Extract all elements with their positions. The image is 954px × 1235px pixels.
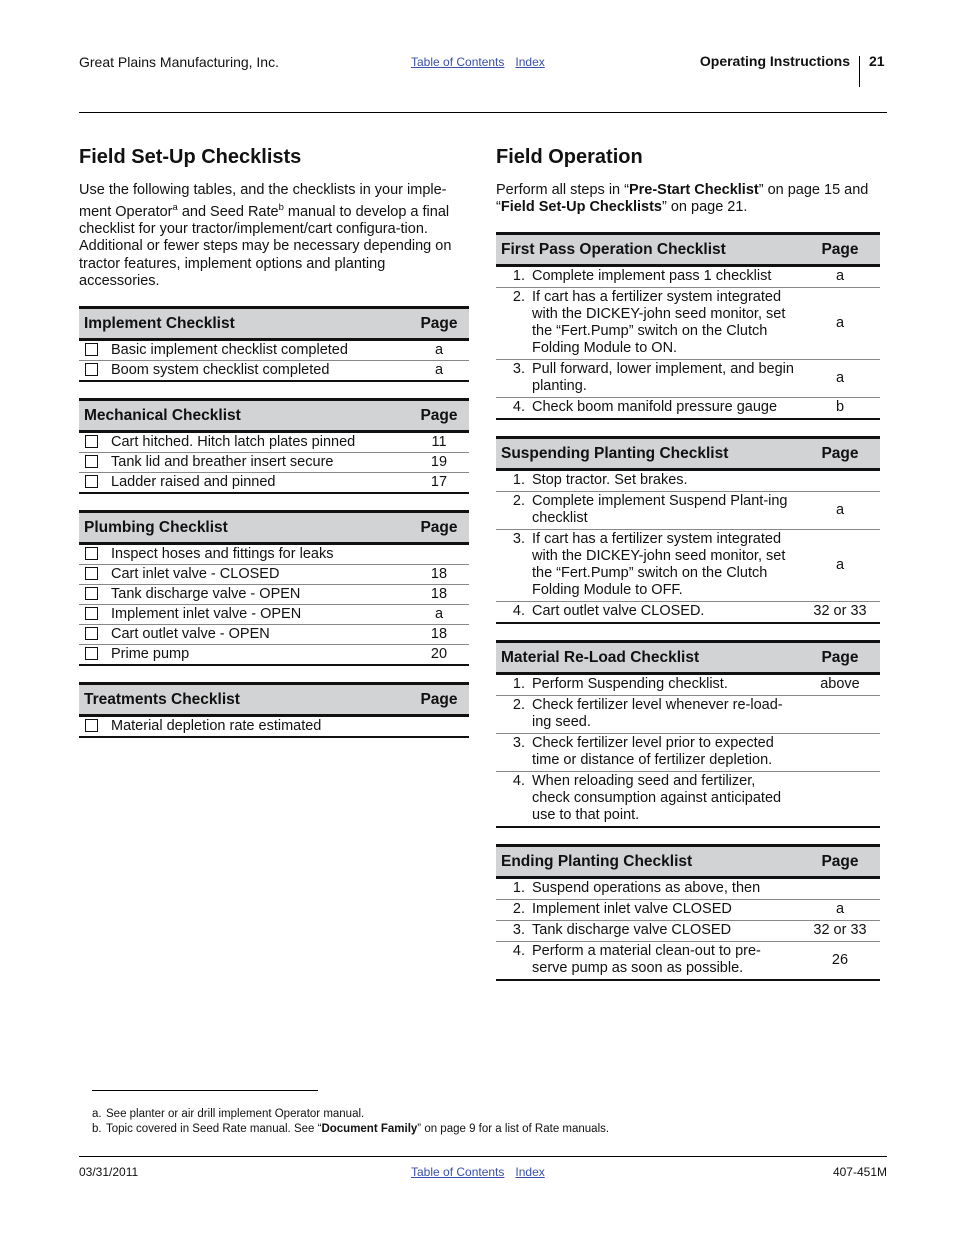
page-column-header: Page [800, 642, 880, 674]
item-page: a [800, 360, 880, 398]
item-page: 11 [409, 432, 469, 453]
item-text: When reloading seed and fertilizer, check consumption against anticipated use to that point. [528, 772, 800, 828]
page-column-header: Page [800, 846, 880, 878]
item-text: Check fertilizer level prior to expected time or distance of fertilizer depletion. [528, 734, 800, 772]
item-page: a [800, 900, 880, 921]
checkbox-cell [79, 453, 107, 473]
step-number: 2. [496, 288, 528, 360]
footnote-ref-a[interactable]: a [172, 202, 178, 214]
item-page: 19 [409, 453, 469, 473]
checkbox-cell [79, 716, 107, 738]
checkbox-icon[interactable] [85, 587, 98, 600]
item-text: Tank lid and breather insert secure [107, 453, 409, 473]
footnote-a-text: See planter or air drill implement Operator manual. [106, 1108, 365, 1120]
item-page: 32 or 33 [800, 921, 880, 942]
step-number: 1. [496, 674, 528, 696]
checkbox-icon[interactable] [85, 435, 98, 448]
table-title: Treatments Checklist [79, 684, 409, 716]
table-row [496, 602, 880, 624]
table-title: Material Re-Load Checklist [496, 642, 800, 674]
page-column-header: Page [800, 234, 880, 266]
checkbox-cell [79, 473, 107, 494]
table-row [79, 565, 469, 585]
checkbox-cell [79, 565, 107, 585]
item-page: 26 [800, 942, 880, 981]
item-text: Cart inlet valve - CLOSED [107, 565, 409, 585]
checkbox-cell [79, 432, 107, 453]
material-re-load-checklist-table [496, 640, 880, 828]
header-divider [859, 56, 860, 87]
checkbox-cell [79, 605, 107, 625]
item-page [800, 696, 880, 734]
table-row [79, 544, 469, 565]
checkbox-icon[interactable] [85, 647, 98, 660]
checkbox-cell [79, 544, 107, 565]
table-row [496, 288, 880, 360]
step-number: 4. [496, 942, 528, 981]
table-row [79, 473, 469, 494]
footnote-b-text-2: ” on page 9 for a list of Rate manuals. [417, 1123, 610, 1135]
item-page: 17 [409, 473, 469, 494]
item-text: Cart outlet valve - OPEN [107, 625, 409, 645]
table-row [79, 625, 469, 645]
footer-toc-link[interactable]: Table of Contents [411, 1165, 505, 1179]
item-page: a [409, 340, 469, 361]
page-column-header: Page [409, 308, 469, 340]
checkbox-cell [79, 625, 107, 645]
checkbox-icon[interactable] [85, 475, 98, 488]
step-number: 3. [496, 734, 528, 772]
item-page [800, 470, 880, 492]
table-row [496, 772, 880, 828]
footnote-b-label: b. [92, 1123, 102, 1135]
table-row [79, 340, 469, 361]
checkbox-icon[interactable] [85, 547, 98, 560]
table-row [496, 266, 880, 288]
item-text: Tank discharge valve - OPEN [107, 585, 409, 605]
table-row [496, 470, 880, 492]
table-row [79, 453, 469, 473]
table-row [79, 585, 469, 605]
page-column-header: Page [409, 400, 469, 432]
footnote-b [92, 1123, 610, 1135]
item-text: Perform Suspending checklist. [528, 674, 800, 696]
table-row [79, 605, 469, 625]
table-row [496, 734, 880, 772]
item-page: 32 or 33 [800, 602, 880, 624]
right-column [496, 146, 880, 997]
step-number: 2. [496, 900, 528, 921]
table-row [79, 645, 469, 666]
treatments-checklist-table [79, 682, 469, 738]
page-column-header: Page [409, 684, 469, 716]
table-title: Mechanical Checklist [79, 400, 409, 432]
step-number: 3. [496, 360, 528, 398]
right-tables [496, 232, 880, 981]
item-page: a [800, 530, 880, 602]
page-column-header: Page [409, 512, 469, 544]
step-number: 2. [496, 696, 528, 734]
footnote-a [92, 1108, 365, 1120]
op-intro-text-1: Perform all steps in “ [496, 182, 629, 198]
step-number: 3. [496, 530, 528, 602]
pre-start-ref: Pre-Start Checklist [628, 182, 759, 198]
intro-text-2: and Seed Rate [177, 204, 279, 221]
item-text: Tank discharge valve CLOSED [528, 921, 800, 942]
checkbox-icon[interactable] [85, 343, 98, 356]
checkbox-cell [79, 361, 107, 382]
item-text: If cart has a fertilizer system integrated with the DICKEY-john seed monitor, set the “Fert.Pump” switch on the Clutch Folding Module to ON. [528, 288, 800, 360]
table-row [496, 942, 880, 981]
item-page [409, 544, 469, 565]
item-text: Prime pump [107, 645, 409, 666]
item-page: a [800, 492, 880, 530]
checkbox-icon[interactable] [85, 719, 98, 732]
item-text: Cart outlet valve CLOSED. [528, 602, 800, 624]
item-page: 18 [409, 585, 469, 605]
table-row [496, 674, 880, 696]
first-pass-operation-checklist-table [496, 232, 880, 420]
page-column-header: Page [800, 438, 880, 470]
table-row [79, 716, 469, 738]
table-row [79, 361, 469, 382]
item-text: Stop tractor. Set brakes. [528, 470, 800, 492]
header-nav [411, 55, 556, 69]
item-page: 20 [409, 645, 469, 666]
item-page [800, 772, 880, 828]
item-page [409, 716, 469, 738]
table-row [496, 878, 880, 900]
checkbox-cell [79, 585, 107, 605]
footnote-rule [92, 1090, 318, 1091]
step-number: 3. [496, 921, 528, 942]
item-page: above [800, 674, 880, 696]
item-text: Inspect hoses and fittings for leaks [107, 544, 409, 565]
checkbox-cell [79, 645, 107, 666]
item-text: Material depletion rate estimated [107, 716, 409, 738]
footnote-ref-b[interactable]: b [278, 202, 284, 214]
item-text: Complete implement Suspend Plant-ing checklist [528, 492, 800, 530]
left-column [79, 146, 469, 754]
item-text: If cart has a fertilizer system integrated with the DICKEY-john seed monitor, set the “Fert.Pump” switch on the Clutch Folding Module to OFF. [528, 530, 800, 602]
implement-checklist-table [79, 306, 469, 382]
table-row [496, 492, 880, 530]
item-text: Boom system checklist completed [107, 361, 409, 382]
footnote-b-text-1: Topic covered in Seed Rate manual. See “ [106, 1123, 322, 1135]
footer-rule [79, 1156, 887, 1157]
item-page: a [800, 266, 880, 288]
suspending-planting-checklist-table [496, 436, 880, 624]
table-title: Plumbing Checklist [79, 512, 409, 544]
header-rule [79, 112, 887, 113]
step-number: 4. [496, 772, 528, 828]
page-number: 21 [869, 53, 885, 69]
step-number: 1. [496, 470, 528, 492]
item-text: Implement inlet valve - OPEN [107, 605, 409, 625]
footer-date: 03/31/2011 [79, 1165, 139, 1179]
intro-text-3: manual to develop a final checklist for your tractor/implement/cart configura-tion. Additional or fewer steps may be necessary depending on tractor features, implement options and planting accessories. [79, 204, 452, 289]
field-setup-intro [79, 182, 469, 290]
checkbox-icon[interactable] [85, 567, 98, 580]
field-setup-title: Field Set-Up Checklists [79, 146, 302, 168]
footer-doc-number: 407-451M [832, 1165, 887, 1179]
header-index-link[interactable]: Index [515, 55, 545, 69]
table-title: Suspending Planting Checklist [496, 438, 800, 470]
item-text: Complete implement pass 1 checklist [528, 266, 800, 288]
header-toc-link[interactable]: Table of Contents [411, 55, 505, 69]
step-number: 2. [496, 492, 528, 530]
table-row [496, 530, 880, 602]
item-text: Implement inlet valve CLOSED [528, 900, 800, 921]
plumbing-checklist-table [79, 510, 469, 666]
item-page: a [409, 361, 469, 382]
checkbox-icon[interactable] [85, 363, 98, 376]
item-page: 18 [409, 625, 469, 645]
op-intro-text-3: ” on page 21. [662, 199, 748, 216]
table-row [496, 921, 880, 942]
checkbox-icon[interactable] [85, 627, 98, 640]
field-setup-ref: Field Set-Up Checklists [500, 199, 662, 216]
field-operation-title: Field Operation [496, 146, 643, 168]
left-tables [79, 306, 469, 738]
table-row [79, 432, 469, 453]
field-operation-intro [496, 182, 880, 216]
intro-text-1: Use the following tables, and the checklists in your imple-ment Operator [79, 182, 447, 221]
table-row [496, 360, 880, 398]
item-text: Check boom manifold pressure gauge [528, 398, 800, 420]
ending-planting-checklist-table [496, 844, 880, 981]
footer-nav [411, 1165, 556, 1179]
item-text: Suspend operations as above, then [528, 878, 800, 900]
footnote-a-label: a. [92, 1108, 102, 1120]
item-text: Ladder raised and pinned [107, 473, 409, 494]
section-title: Operating Instructions [699, 53, 850, 69]
item-page [800, 734, 880, 772]
document-family-ref: Document Family [321, 1123, 418, 1135]
company-name: Great Plains Manufacturing, Inc. [79, 54, 279, 70]
item-page: 18 [409, 565, 469, 585]
table-title: Implement Checklist [79, 308, 409, 340]
table-row [496, 900, 880, 921]
item-text: Check fertilizer level whenever re-load-ing seed. [528, 696, 800, 734]
table-title: First Pass Operation Checklist [496, 234, 800, 266]
item-text: Cart hitched. Hitch latch plates pinned [107, 432, 409, 453]
item-text: Pull forward, lower implement, and begin planting. [528, 360, 800, 398]
checkbox-icon[interactable] [85, 455, 98, 468]
item-text: Perform a material clean-out to pre-serve pump as soon as possible. [528, 942, 800, 981]
step-number: 4. [496, 602, 528, 624]
item-page: a [800, 288, 880, 360]
item-text: Basic implement checklist completed [107, 340, 409, 361]
op-intro-text-2: ” on page 15 and “ [496, 182, 869, 216]
checkbox-icon[interactable] [85, 607, 98, 620]
item-page: b [800, 398, 880, 420]
step-number: 1. [496, 266, 528, 288]
item-page: a [409, 605, 469, 625]
footer-index-link[interactable]: Index [515, 1165, 545, 1179]
item-page [800, 878, 880, 900]
table-title: Ending Planting Checklist [496, 846, 800, 878]
checkbox-cell [79, 340, 107, 361]
table-row [496, 696, 880, 734]
table-row [496, 398, 880, 420]
step-number: 4. [496, 398, 528, 420]
step-number: 1. [496, 878, 528, 900]
mechanical-checklist-table [79, 398, 469, 494]
